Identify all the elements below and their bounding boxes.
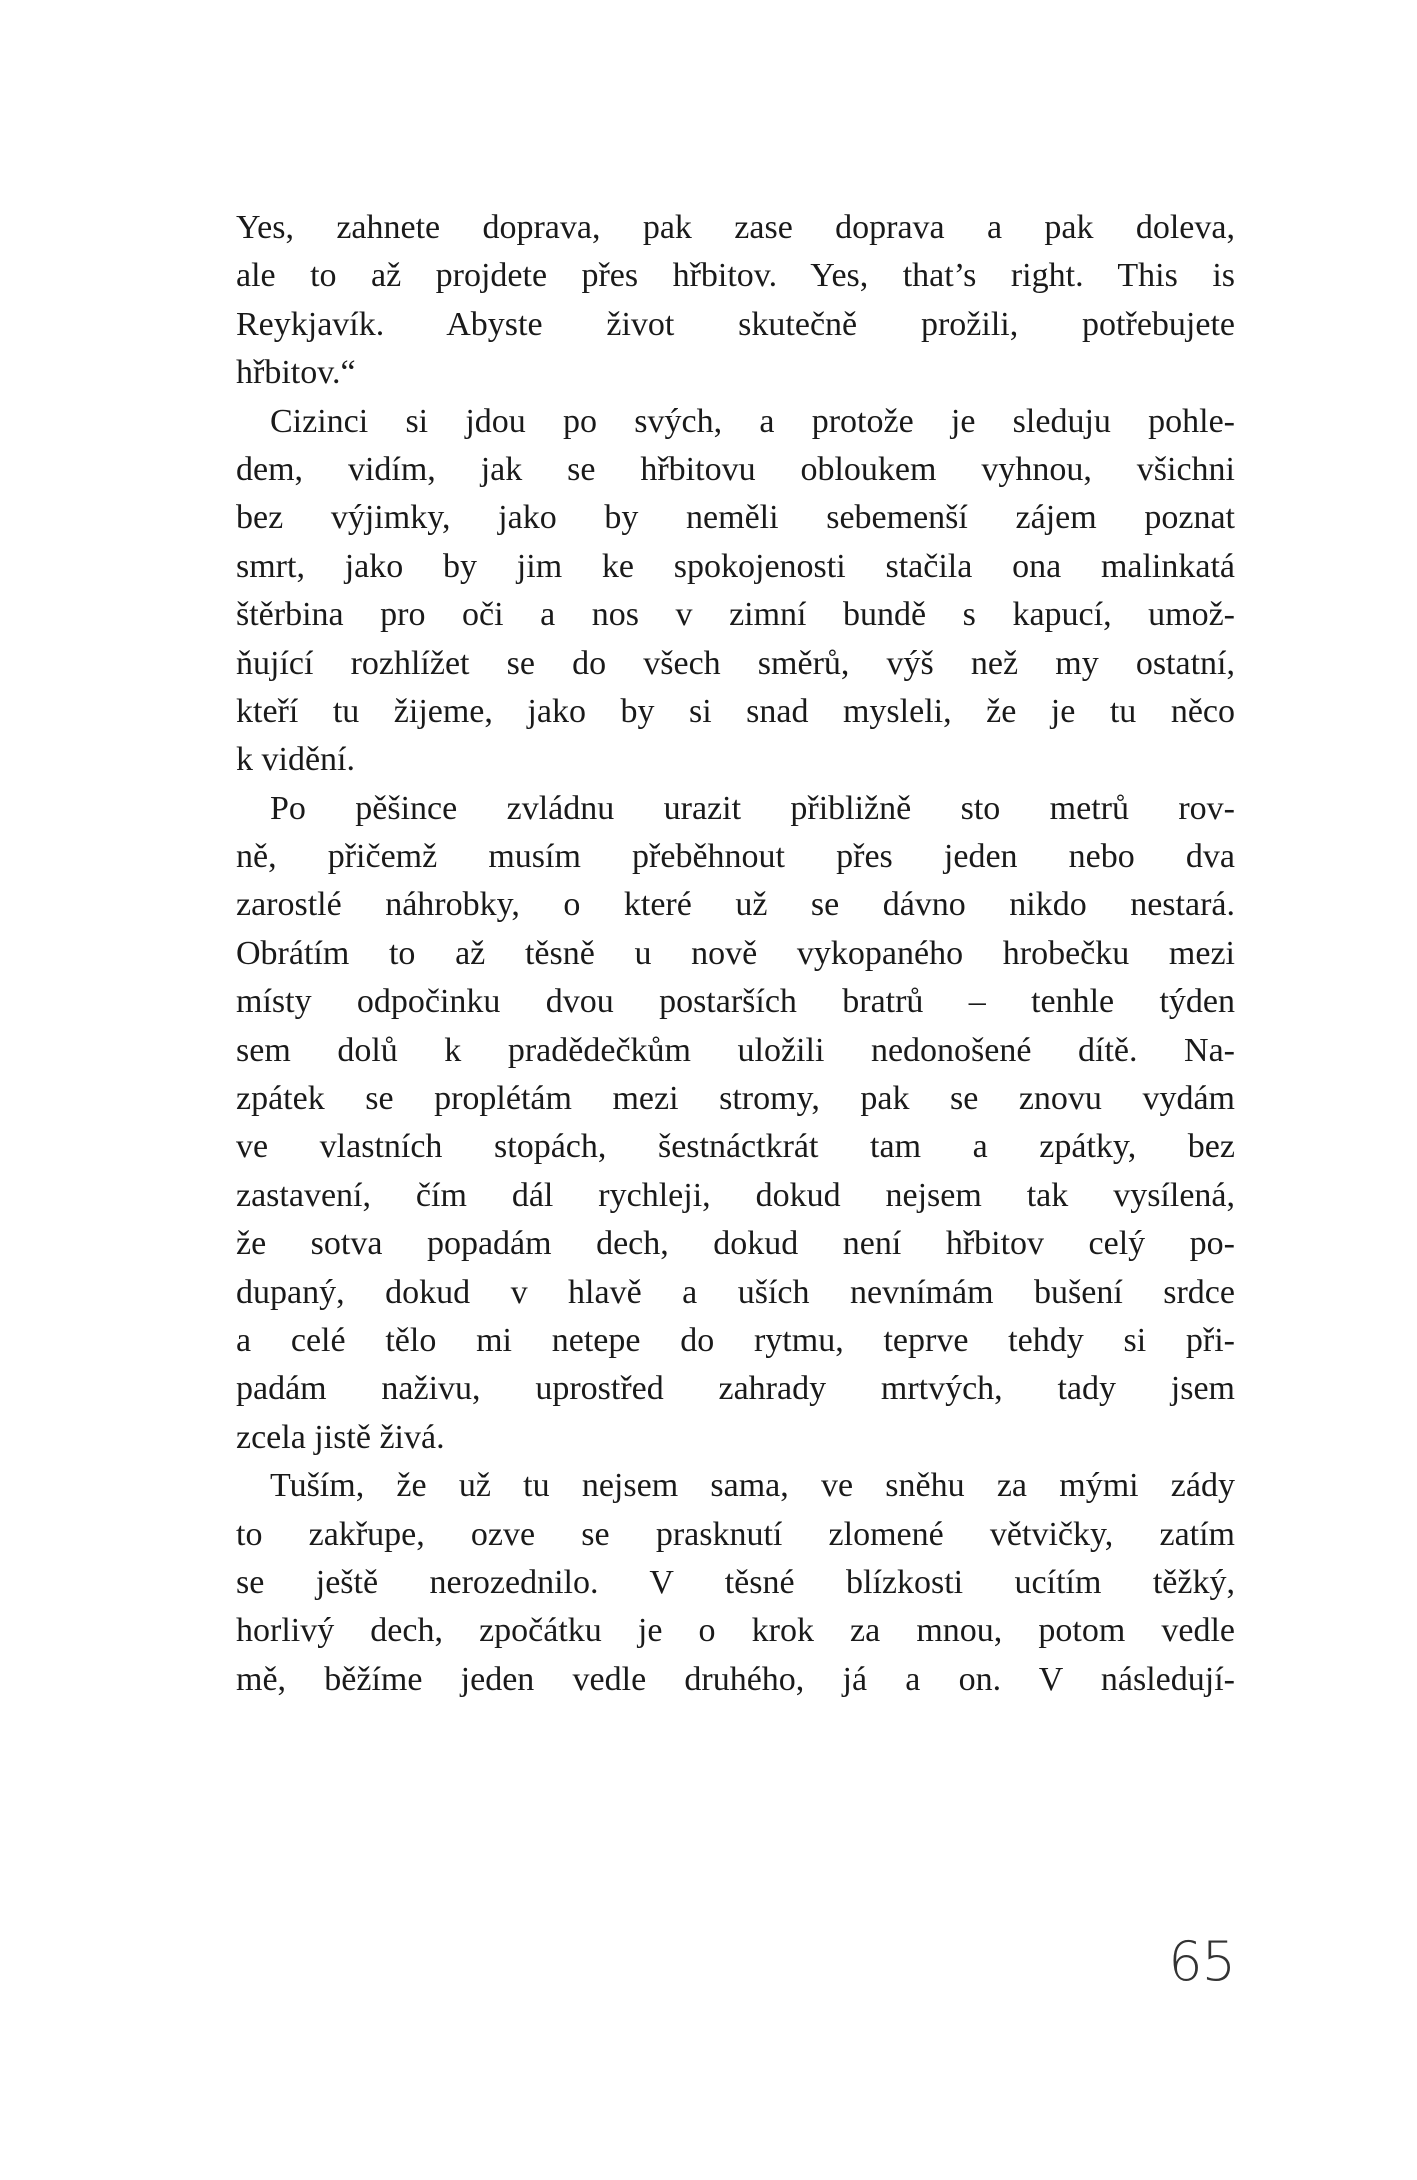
text-line: Tuším, že už tu nejsem sama, ve sněhu za mými zády — [270, 1467, 1235, 1505]
paragraph — [236, 398, 1235, 785]
text-line: mě, běžíme jeden vedle druhého, já a on. V následují- — [236, 1660, 1235, 1698]
text-line: sem dolů k pradědečkům uložili nedonošené dítě. Na- — [236, 1031, 1235, 1069]
text-line: ňující rozhlížet se do všech směrů, výš než my ostatní, — [236, 644, 1235, 682]
body-text — [236, 204, 1235, 1704]
text-line: Obrátím to až těsně u nově vykopaného hrobečku mezi — [236, 934, 1235, 972]
text-line: ve vlastních stopách, šestnáctkrát tam a zpátky, bez — [236, 1128, 1235, 1166]
text-line: dupaný, dokud v hlavě a uších nevnímám bušení srdce — [236, 1273, 1235, 1311]
text-line: zcela jistě živá. — [236, 1418, 445, 1456]
text-line: zarostlé náhrobky, o které už se dávno nikdo nestará. — [236, 886, 1235, 924]
text-line: že sotva popadám dech, dokud není hřbitov celý po- — [236, 1225, 1235, 1263]
text-line: Po pěšince zvládnu urazit přibližně sto metrů rov- — [270, 789, 1235, 827]
paragraph — [236, 785, 1235, 1462]
text-line: ně, přičemž musím přeběhnout přes jeden nebo dva — [236, 838, 1235, 876]
text-line: padám naživu, uprostřed zahrady mrtvých, tady jsem — [236, 1370, 1235, 1408]
text-line: Cizinci si jdou po svých, a protože je sleduju pohle- — [270, 402, 1235, 440]
text-line: ale to až projdete přes hřbitov. Yes, that’s right. This is — [236, 257, 1235, 295]
text-line: dem, vidím, jak se hřbitovu obloukem vyhnou, všichni — [236, 450, 1235, 488]
text-line: Reykjavík. Abyste život skutečně prožili, potřebujete — [236, 305, 1235, 343]
text-line: smrt, jako by jim ke spokojenosti stačila ona malinkatá — [236, 547, 1235, 585]
text-line: Yes, zahnete doprava, pak zase doprava a pak doleva, — [236, 209, 1235, 246]
paragraph — [236, 204, 1235, 398]
text-line: a celé tělo mi netepe do rytmu, teprve tehdy si při- — [236, 1321, 1235, 1359]
text-line: štěrbina pro oči a nos v zimní bundě s kapucí, umož- — [236, 596, 1235, 634]
text-line: bez výjimky, jako by neměli sebemenší zájem poznat — [236, 499, 1235, 537]
text-line: horlivý dech, zpočátku je o krok za mnou, potom vedle — [236, 1612, 1235, 1650]
paragraph — [236, 1462, 1235, 1704]
text-line: k vidění. — [236, 741, 355, 779]
text-line: to zakřupe, ozve se prasknutí zlomené větvičky, zatím — [236, 1515, 1235, 1553]
text-line: kteří tu žijeme, jako by si snad mysleli, že je tu něco — [236, 692, 1235, 730]
text-line: hřbitov.“ — [236, 354, 356, 392]
text-line: zpátek se proplétám mezi stromy, pak se znovu vydám — [236, 1080, 1235, 1118]
page-number: 65 — [1168, 1930, 1235, 1993]
text-line: zastavení, čím dál rychleji, dokud nejsem tak vysílená, — [236, 1176, 1235, 1214]
text-line: se ještě nerozednilo. V těsné blízkosti ucítím těžký, — [236, 1563, 1235, 1601]
text-line: místy odpočinku dvou postarších bratrů – tenhle týden — [236, 983, 1235, 1021]
